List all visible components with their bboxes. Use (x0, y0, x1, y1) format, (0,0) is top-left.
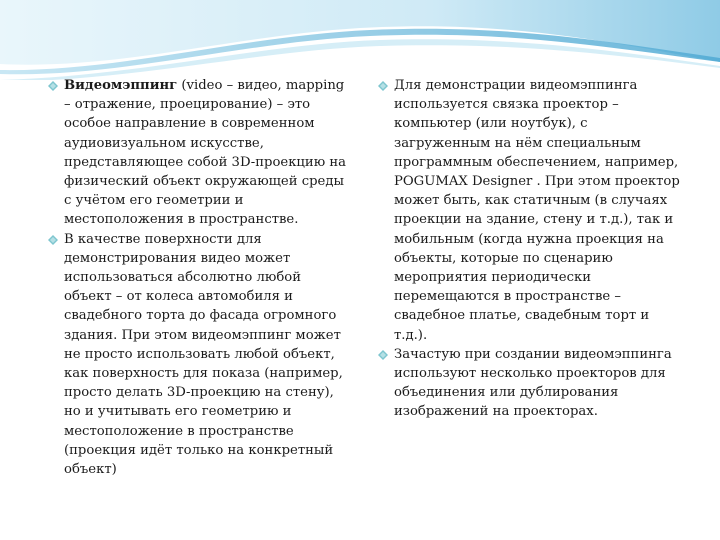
list-item (48, 76, 348, 230)
surface-text: В качестве поверхности для демонстрирования видео может использоваться абсолютно любой объект – от колеса автомобиля и свадебного торта до фасада огромного здания. При этом видеомэппинг может не просто использовать любой объект, как поверхность для показа (например, просто делать 3D-проекцию на стену), но и учитывать его геометрию и местоположение в пространстве (проекция идёт только на конкретный объект) (64, 231, 343, 478)
term-videomapping: Видеомэппинг (64, 78, 178, 93)
diamond-bullet-icon (48, 235, 58, 245)
projectors-text: Зачастую при создании видеомэппинга используют несколько проекторов для объединения или дублирования изображений на проекторах. (394, 346, 672, 420)
diamond-bullet-icon (48, 81, 58, 91)
right-column (378, 76, 684, 422)
equipment-text: Для демонстрации видеомэппинга используется связка проектор – компьютер (или ноутбук), с загруженным на нём специальным программным обеспечением, например, POGUMAX Designer . При этом проектор может быть, как статичным (в случаях проекции на здание, стену и т.д.), так и мобильным (когда нужна проекция на объекты, которые по сценарию мероприятия периодически перемещаются в пространстве – свадебное платье, свадебным торт и т.д.). (394, 78, 680, 343)
left-column (48, 76, 348, 479)
list-item (378, 345, 684, 422)
diamond-bullet-icon (378, 81, 388, 91)
diamond-bullet-icon (378, 350, 388, 360)
list-item (378, 76, 684, 345)
header-wave-decoration (0, 0, 720, 80)
list-item (48, 230, 348, 480)
definition-text: (video – видео, mapping – отражение, проецирование) – это особое направление в современном аудиовизуальном искусстве, представляющее собой 3D-проекцию на физический объект окружающей среды с учётом его геометрии и местоположения в пространстве. (64, 78, 347, 228)
